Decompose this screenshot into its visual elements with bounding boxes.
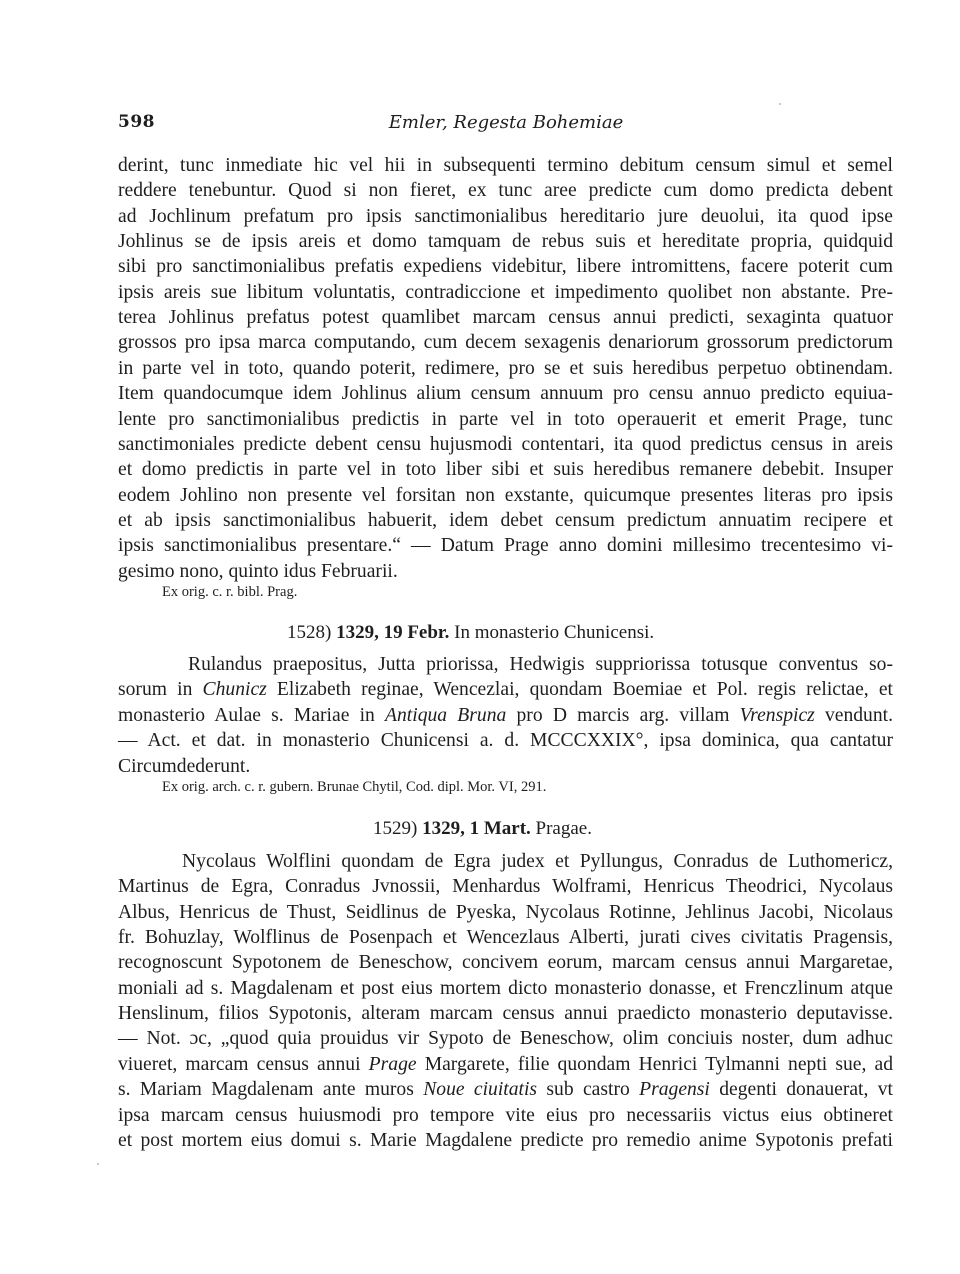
text-line: lente pro sanctimonialibus predictis in parte vel in toto operauerit et emerit Prage, tunc <box>118 408 893 430</box>
source-note: Ex orig. arch. c. r. gubern. Brunae Chytil, Cod. dipl. Mor. VI, 291. <box>162 779 547 795</box>
text-line: ad Jochlinum prefatum pro ipsis sanctimonialibus hereditario jure deuolui, ita quod ipse <box>118 205 893 227</box>
page-header <box>118 112 894 140</box>
text-segment: Henslinum, filios Sypotonis, alteram marcam census annui praedicto monasterio deputavisse. <box>118 1003 893 1025</box>
text-line <box>182 849 893 875</box>
text-segment: viueret, marcam census annui <box>118 1053 369 1075</box>
text-line <box>188 652 893 678</box>
text-segment: — Not. ɔc, „quod quia prouidus vir Sypoto de Beneschow, olim conciuis noster, dum adhuc <box>118 1028 893 1050</box>
text-segment: Circumdederunt. <box>118 755 251 777</box>
text-line: eodem Johlino non presente vel forsitan non exstante, quicumque presentes literas pro ipsis <box>118 484 893 506</box>
entry-number: 1528) <box>287 622 332 643</box>
text-segment: sub castro <box>537 1079 640 1101</box>
text-segment: Albus, Henricus de Thust, Seidlinus de Pyeska, Nycolaus Rotinne, Jehlinus Jacobi, Nicolaus <box>118 901 893 923</box>
text-line <box>118 703 893 729</box>
italic-segment: Noue ciuitatis <box>423 1079 538 1101</box>
entry-number: 1529) <box>373 818 418 839</box>
text-segment: Martinus de Egra, Conradus Jvnossii, Menhardus Wolframi, Henricus Theodrici, Nycolaus <box>118 876 893 898</box>
entry-heading <box>373 816 592 842</box>
text-line: grossos pro ipsa marca computando, cum decem sexagenis denariorum grossorum predictorum <box>118 332 893 354</box>
text-line: sibi pro sanctimonialibus prefatis expediens videbitur, libere intromittens, facere poterit cum <box>118 256 893 278</box>
text-line: in parte vel in toto, quando poterit, redimere, pro se et suis heredibus perpetuo obtinendam. <box>118 357 893 379</box>
text-line <box>118 1103 893 1129</box>
paper-speck <box>779 103 781 105</box>
text-segment: sorum in <box>118 679 203 701</box>
italic-segment: Pragensi <box>639 1079 710 1101</box>
text-line <box>118 1052 893 1078</box>
italic-segment: Chunicz <box>202 679 267 701</box>
text-line: et ab ipsis sanctimonialibus habuerit, idem debet censum predictum annuatim recipere et <box>118 509 893 531</box>
text-line: Item quandocumque idem Johlinus alium censum annuum pro censu annuo predicto equiua- <box>118 383 893 405</box>
text-line: ipsis areis sue libitum voluntatis, contradiccione et impedimento quolibet non abstante. Pre- <box>118 281 893 303</box>
text-segment: Margarete, filie quondam Henrici Tylmanni nepti sue, ad <box>416 1053 893 1075</box>
entry-date: 1329, 1 Mart. <box>422 818 531 839</box>
text-segment: ipsa marcam census huiusmodi pro tempore vite eius pro necessariis victus eius obtineret <box>118 1104 893 1126</box>
text-segment: fr. Bohuzlay, Wolflinus de Posenpach et Wencezlaus Alberti, jurati cives civitatis Pragensis, <box>118 927 893 949</box>
text-line: Johlinus se de ipsis areis et domo tamquam de rebus suis et hereditate propria, quidquid <box>118 231 893 253</box>
text-line <box>118 976 893 1002</box>
text-line <box>118 677 893 703</box>
text-segment: recognoscunt Sypotonem de Beneschow, concivem eorum, marcam census annui Margaretae, <box>118 952 893 974</box>
text-line: reddere tenebuntur. Quod si non fieret, ex tunc aree predicte cum domo predicta debent <box>118 180 893 202</box>
text-line <box>118 874 893 900</box>
text-segment: — Act. et dat. in monasterio Chunicensi a. d. MCCCXXIX°, ipsa dominica, qua cantatur <box>118 730 893 752</box>
text-segment: s. Mariam Magdalenam ante muros <box>118 1079 424 1101</box>
entry-date: 1329, 19 Febr. <box>336 622 450 643</box>
text-line: et domo predictis in parte vel in toto liber sibi et suis heredibus remanere debebit. Insuper <box>118 459 893 481</box>
text-segment: Rulandus praepositus, Jutta priorissa, Hedwigis suppriorissa totusque conventus so- <box>188 654 893 675</box>
paper-speck <box>97 1163 99 1165</box>
text-line <box>118 1077 893 1103</box>
text-line <box>118 950 893 976</box>
entry-place: In monasterio Chunicensi. <box>454 622 655 643</box>
text-line <box>118 1026 893 1052</box>
text-segment: et post mortem eius domui s. Marie Magdalene predicte pro remedio anime Sypotonis prefati <box>118 1129 893 1151</box>
text-segment: pro D marcis arg. villam <box>506 704 740 726</box>
text-segment: degenti donauerat, vt <box>709 1079 893 1101</box>
text-line: ipsis sanctimonialibus presentare.“ — Datum Prage anno domini millesimo trecentesimo vi- <box>118 535 893 557</box>
text-segment: Nycolaus Wolflini quondam de Egra judex et Pyllungus, Conradus de Luthomericz, <box>182 851 893 872</box>
text-line: terea Johlinus prefatus potest quamlibet marcam census annui predicti, sexaginta quatuor <box>118 307 893 329</box>
text-line <box>118 728 893 754</box>
italic-segment: Prage <box>368 1053 417 1075</box>
text-line <box>118 1128 893 1154</box>
entry-place: Pragae. <box>535 818 592 839</box>
text-line <box>118 925 893 951</box>
text-segment: monasterio Aulae s. Mariae in <box>118 704 386 726</box>
entry-heading <box>287 620 654 646</box>
page-number: 598 <box>118 112 155 132</box>
text-line: sanctimoniales predicte debent censu hujusmodi contentari, ita quod predictus census in areis <box>118 433 893 455</box>
text-segment: moniali ad s. Magdalenam et post eius mortem dicto monasterio donasse, et Frenczlinum atque <box>118 977 893 999</box>
source-note: Ex orig. c. r. bibl. Prag. <box>162 584 298 600</box>
text-line: derint, tunc inmediate hic vel hii in subsequenti termino debitum censum simul et semel <box>118 155 893 176</box>
running-title: Emler, Regesta Bohemiae <box>388 112 624 133</box>
italic-segment: Vrenspicz <box>739 704 815 726</box>
italic-segment: Antiqua Bruna <box>385 704 507 726</box>
text-line <box>118 1001 893 1027</box>
text-segment: vendunt. <box>814 704 893 726</box>
text-line: gesimo nono, quinto idus Februarii. <box>118 560 398 582</box>
text-segment: Elizabeth reginae, Wencezlai, quondam Boemiae et Pol. regis relictae, et <box>266 679 893 701</box>
text-line <box>118 900 893 926</box>
